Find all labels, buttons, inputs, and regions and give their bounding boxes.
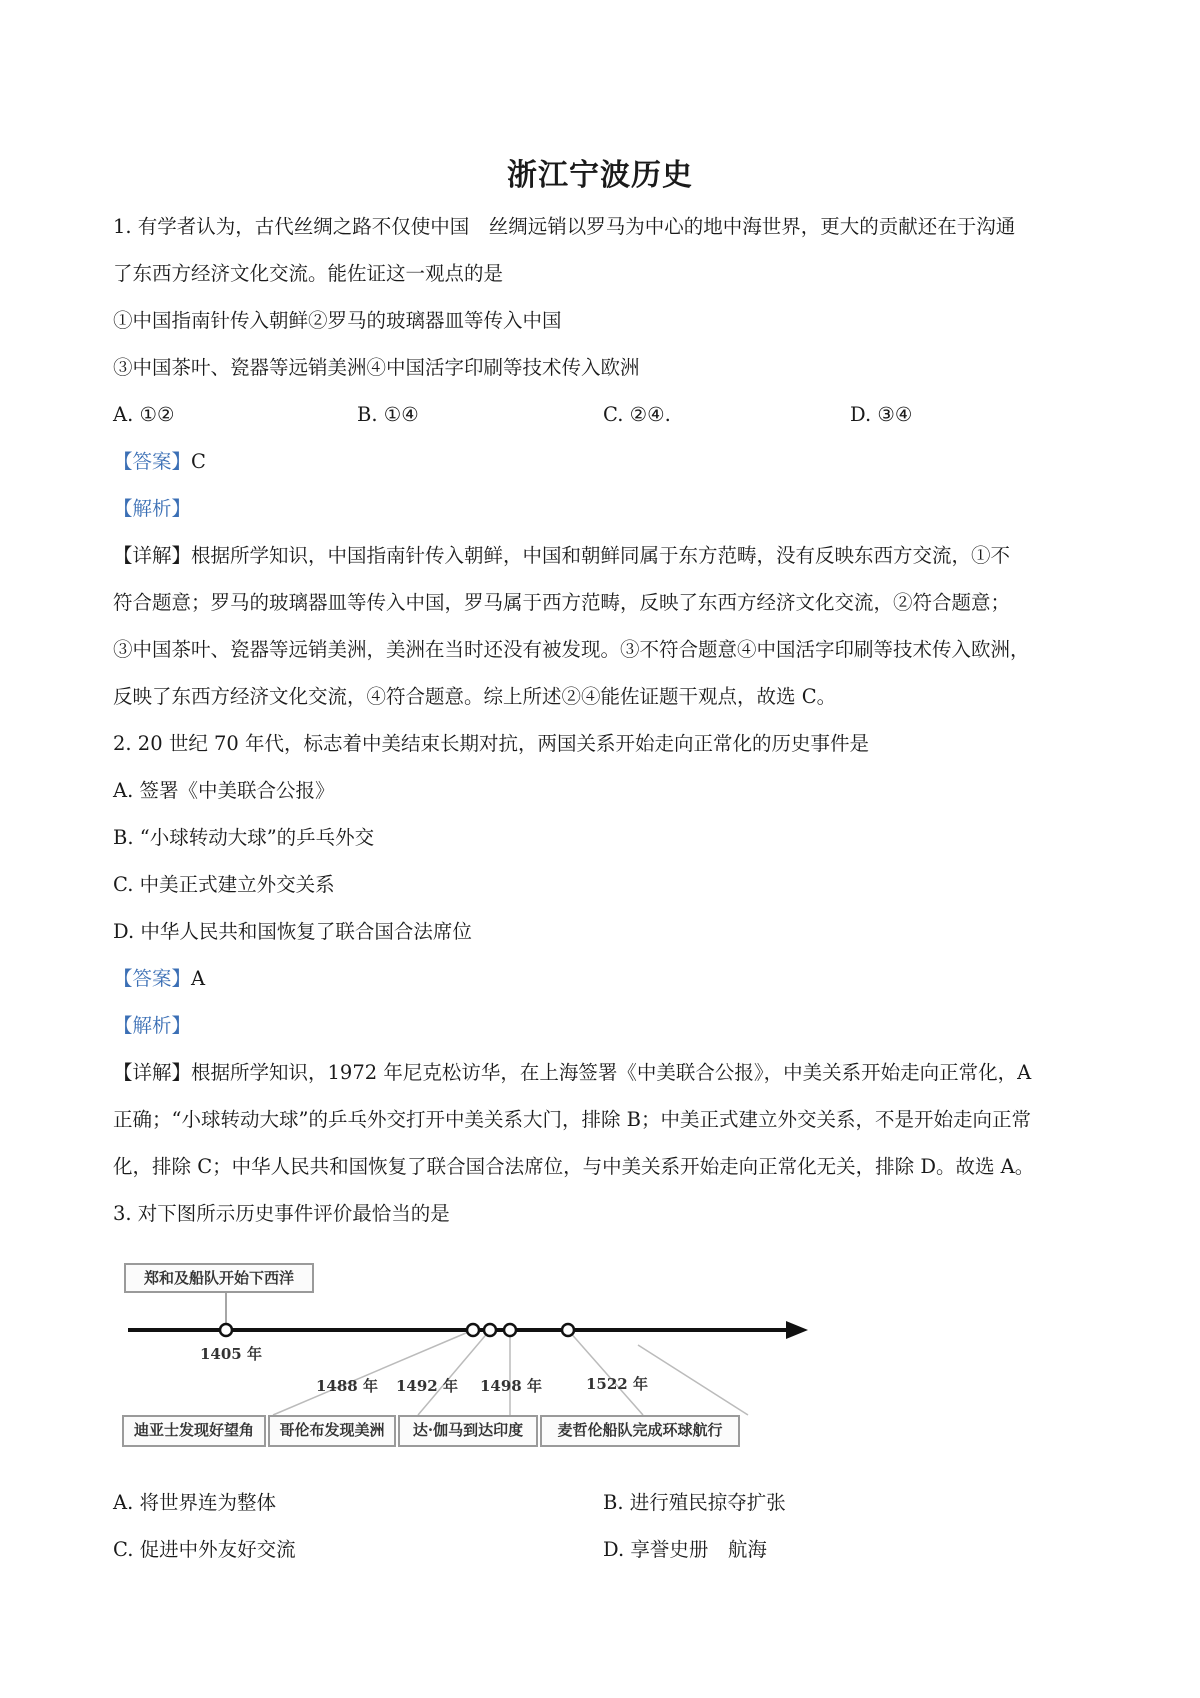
year-1498: 1498 年 (480, 1377, 542, 1395)
q3-option-c: C. 促进中外友好交流 (113, 1538, 296, 1561)
q1-answer (113, 447, 1093, 477)
marker-1492 (484, 1324, 496, 1336)
year-1488: 1488 年 (316, 1377, 378, 1395)
marker-1498 (504, 1324, 516, 1336)
q2-stem: 2. 20 世纪 70 年代，标志着中美结束长期对抗，两国关系开始走向正常化的历史事件是 (113, 732, 870, 755)
q2-detail-line1: 【详解】根据所学知识，1972 年尼克松访华，在上海签署《中美联合公报》，中美关系开始走向正常化，A (113, 1061, 1032, 1084)
q2-option-d: D. 中华人民共和国恢复了联合国合法席位 (113, 920, 472, 943)
timeline-arrow-head (786, 1321, 808, 1339)
q1-items-line1: ①中国指南针传入朝鲜②罗马的玻璃器皿等传入中国 (113, 309, 562, 332)
timeline-top-event: 郑和及船队开始下西洋 (124, 1263, 314, 1293)
q3-option-a: A. 将世界连为整体 (113, 1491, 276, 1514)
q1-detail-line3: ③中国茶叶、瓷器等远销美洲，美洲在当时还没有被发现。③不符合题意④中国活字印刷等技术传入欧洲， (113, 638, 1030, 661)
year-1492: 1492 年 (396, 1377, 458, 1395)
event-dias: 迪亚士发现好望角 (122, 1415, 266, 1447)
q3-stem: 3. 对下图所示历史事件评价最恰当的是 (113, 1202, 450, 1225)
q1-stem-line1: 1. 有学者认为，古代丝绸之路不仅使中国 丝绸远销以罗马为中心的地中海世界，更大的贡献还在于沟通 (113, 215, 1016, 238)
event-columbus: 哥伦布发现美洲 (268, 1415, 396, 1447)
connector-1488 (273, 1330, 473, 1415)
answer-tag: 【答案】 (113, 967, 192, 990)
page-title: 浙江宁波历史 (507, 158, 693, 193)
q2-option-a: A. 签署《中美联合公报》 (113, 779, 335, 802)
answer-value: C (191, 450, 206, 473)
q3-option-b: B. 进行殖民掠夺扩张 (603, 1491, 786, 1514)
q1-option-c: C. ②④. (603, 403, 671, 426)
q2-detail-line2: 正确；“小球转动大球”的乒乓外交打开中美关系大门，排除 B；中美正式建立外交关系，不是开始走向正常 (113, 1108, 1031, 1131)
q1-option-b: B. ①④ (357, 403, 419, 426)
q1-detail-line2: 符合题意；罗马的玻璃器皿等传入中国，罗马属于西方范畴，反映了东西方经济文化交流，②符合题意； (113, 591, 1011, 614)
voyage-timeline-figure (118, 1255, 808, 1470)
connector-1492 (418, 1330, 490, 1415)
event-da-gama: 达·伽马到达印度 (398, 1415, 538, 1447)
q2-option-c: C. 中美正式建立外交关系 (113, 873, 335, 896)
marker-1405 (220, 1324, 232, 1336)
marker-1522 (562, 1324, 574, 1336)
event-magellan: 麦哲伦船队完成环球航行 (540, 1415, 740, 1447)
answer-tag: 【答案】 (113, 450, 192, 473)
q3-option-d: D. 享誉史册 航海 (603, 1538, 767, 1561)
answer-value: A (191, 967, 206, 990)
q1-option-d: D. ③④ (850, 403, 913, 426)
year-1405: 1405 年 (200, 1345, 262, 1363)
q1-option-a: A. ①② (113, 403, 175, 426)
q2-analysis-tag: 【解析】 (113, 1014, 192, 1037)
q1-detail-line1: 【详解】根据所学知识，中国指南针传入朝鲜，中国和朝鲜同属于东方范畴，没有反映东西方交流，①不 (113, 544, 1011, 567)
year-1522: 1522 年 (586, 1375, 648, 1393)
q2-answer (113, 964, 1093, 994)
q2-detail-line3: 化，排除 C；中华人民共和国恢复了联合国合法席位，与中美关系开始走向正常化无关，排除 D。故选 A。 (113, 1155, 1035, 1178)
q1-analysis-tag: 【解析】 (113, 497, 192, 520)
q1-detail-line4: 反映了东西方经济文化交流，④符合题意。综上所述②④能佐证题干观点，故选 C。 (113, 685, 837, 708)
q2-option-b: B. “小球转动大球”的乒乓外交 (113, 826, 375, 849)
q1-stem-line2: 了东西方经济文化交流。能佐证这一观点的是 (113, 262, 504, 285)
connector-1522-right (638, 1345, 748, 1415)
q1-items-line2: ③中国茶叶、瓷器等远销美洲④中国活字印刷等技术传入欧洲 (113, 356, 640, 379)
marker-1488 (467, 1324, 479, 1336)
